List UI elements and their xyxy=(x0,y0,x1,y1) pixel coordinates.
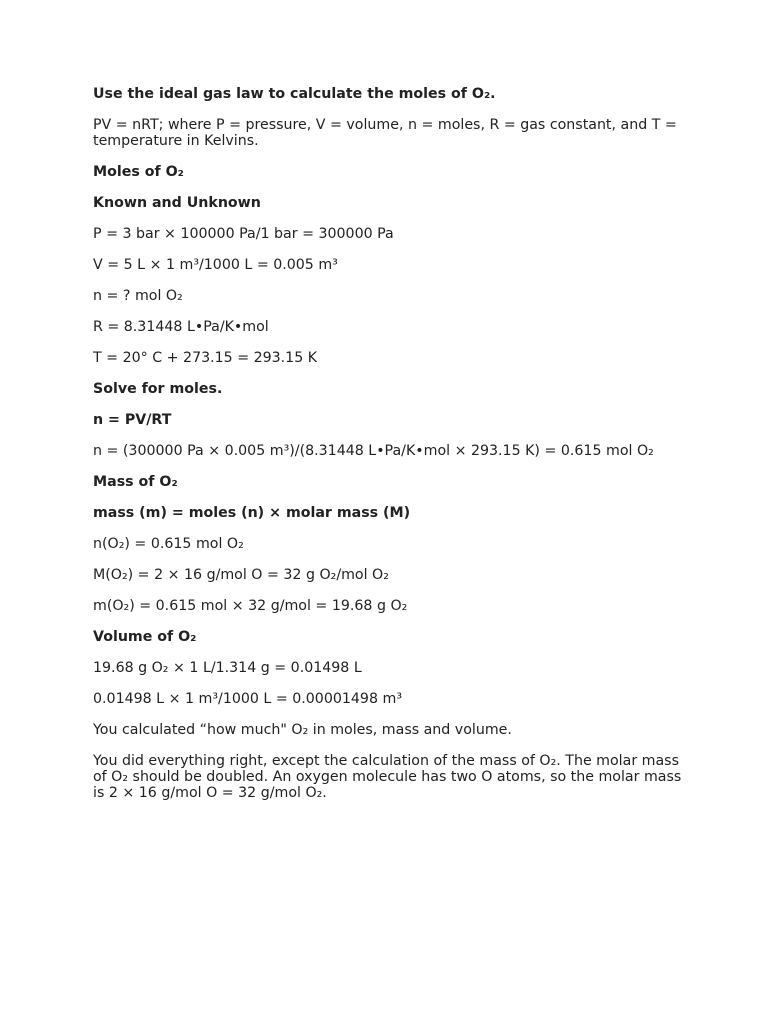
heading-known-and-unknown: Known and Unknown xyxy=(93,195,261,211)
paragraph-feedback: You did everything right, except the calculation of the mass of O₂. The molar mass of O₂ should be doubled. An oxygen molecule has two O atoms, so the molar mass is 2 × 16 g/mol O = 32 g/mol O₂. xyxy=(93,753,682,801)
equation-n-calculation: n = (300000 Pa × 0.005 m³)/(8.31448 L•Pa/K•mol × 293.15 K) = 0.615 mol O₂ xyxy=(93,443,654,459)
heading-ideal-gas-law: Use the ideal gas law to calculate the moles of O₂. xyxy=(93,86,496,102)
paragraph-pv-nrt-definition: PV = nRT; where P = pressure, V = volume, n = moles, R = gas constant, and T = temperature in Kelvins. xyxy=(93,117,677,149)
equation-mass-formula: mass (m) = moles (n) × molar mass (M) xyxy=(93,505,411,521)
equation-volume: V = 5 L × 1 m³/1000 L = 0.005 m³ xyxy=(93,257,338,273)
heading-moles-of-o2: Moles of O₂ xyxy=(93,164,184,180)
equation-pressure: P = 3 bar × 100000 Pa/1 bar = 300000 Pa xyxy=(93,226,394,242)
heading-volume-of-o2: Volume of O₂ xyxy=(93,629,197,645)
equation-temperature: T = 20° C + 273.15 = 293.15 K xyxy=(93,350,318,366)
equation-gas-constant: R = 8.31448 L•Pa/K•mol xyxy=(93,319,269,335)
equation-moles-unknown: n = ? mol O₂ xyxy=(93,288,183,304)
equation-volume-cubic-meters: 0.01498 L × 1 m³/1000 L = 0.00001498 m³ xyxy=(93,691,403,707)
heading-solve-for-moles: Solve for moles. xyxy=(93,381,223,397)
heading-mass-of-o2: Mass of O₂ xyxy=(93,474,178,490)
equation-n-formula: n = PV/RT xyxy=(93,412,172,428)
paragraph-summary: You calculated “how much" O₂ in moles, mass and volume. xyxy=(93,722,512,738)
equation-volume-liters: 19.68 g O₂ × 1 L/1.314 g = 0.01498 L xyxy=(93,660,362,676)
equation-molar-mass-o2: M(O₂) = 2 × 16 g/mol O = 32 g O₂/mol O₂ xyxy=(93,567,389,583)
document-body xyxy=(93,86,683,816)
equation-mass-o2: m(O₂) = 0.615 mol × 32 g/mol = 19.68 g O₂ xyxy=(93,598,408,614)
equation-n-o2: n(O₂) = 0.615 mol O₂ xyxy=(93,536,244,552)
